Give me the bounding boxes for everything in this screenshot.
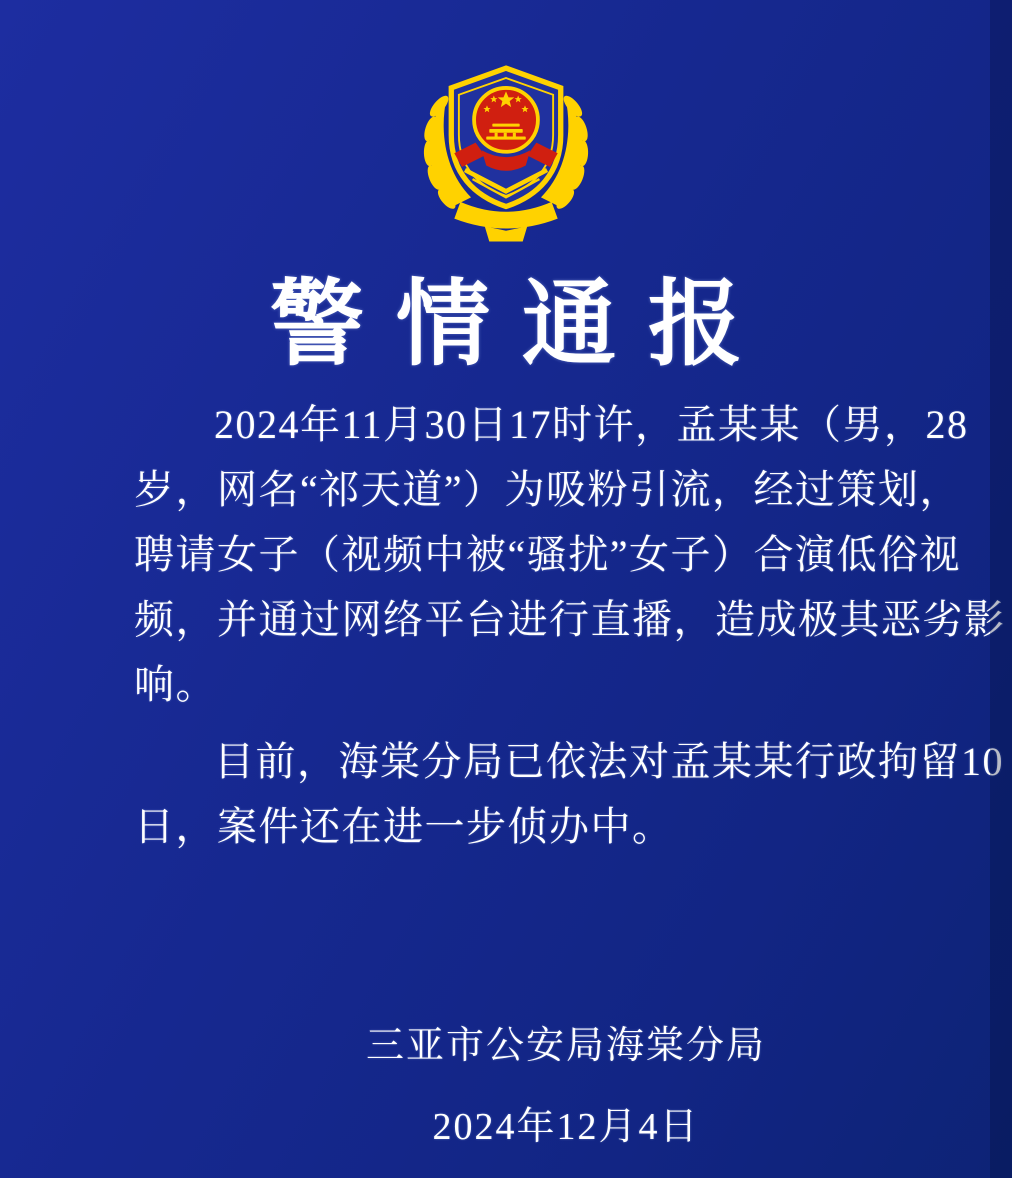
notice-title: 警情通报 [269, 273, 774, 377]
body-line: 2024年11月30日17时许，孟某某（男，28 [214, 402, 969, 447]
body-line: 聘请女子（视频中被“骚扰”女子）合演低俗视 [134, 532, 962, 577]
body-line: 岁，网名“祁天道”）为吸粉引流，经过策划， [134, 467, 962, 512]
china-police-emblem-icon [422, 56, 590, 246]
notice-date: 2024年12月4日 [432, 1106, 700, 1148]
body-line: 目前，海棠分局已依法对孟某某行政拘留10 [214, 739, 1004, 784]
body-line: 日，案件还在进一步侦办中。 [134, 804, 674, 849]
notice-body [134, 392, 1006, 859]
notice-footer [0, 1014, 1012, 1150]
agency-name: 三亚市公安局海棠分局 [365, 1025, 766, 1067]
body-line: 频，并通过网络平台进行直播，造成极其恶劣影 [134, 597, 1006, 642]
body-line: 响。 [134, 662, 217, 707]
